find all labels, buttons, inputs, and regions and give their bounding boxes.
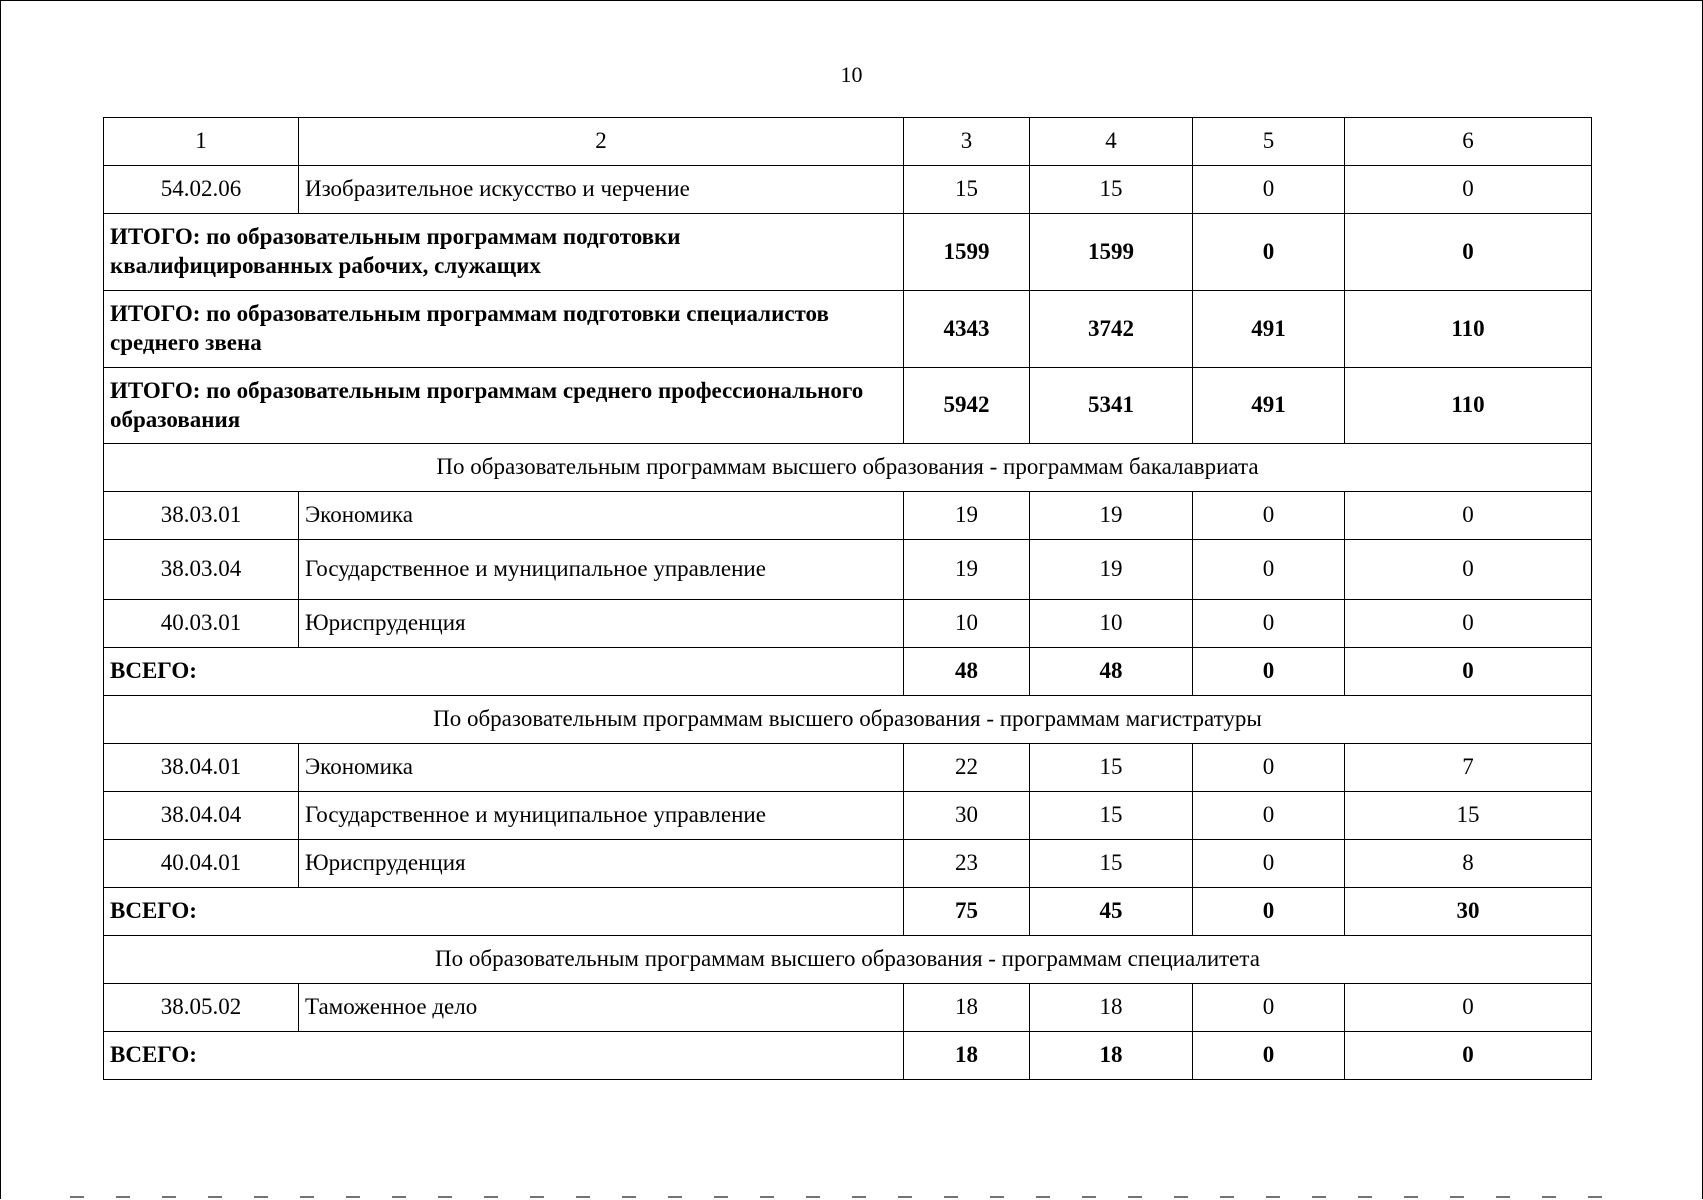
table-row xyxy=(104,840,1592,888)
value-cell: 23 xyxy=(904,840,1030,888)
subtotal-value: 0 xyxy=(1345,648,1592,696)
subtotal-value: 0 xyxy=(1345,1032,1592,1080)
value-cell: 18 xyxy=(1030,984,1193,1032)
total-label: ИТОГО: по образовательным программам подготовки специалистов среднего звена xyxy=(104,291,904,368)
value-cell: 19 xyxy=(904,492,1030,540)
total-value: 4343 xyxy=(904,291,1030,368)
total-value: 491 xyxy=(1193,368,1345,444)
total-row xyxy=(104,291,1592,368)
program-code: 54.02.06 xyxy=(104,166,299,214)
value-cell: 15 xyxy=(1030,744,1193,792)
value-cell: 19 xyxy=(904,540,1030,600)
subtotal-value: 0 xyxy=(1193,1032,1345,1080)
value-cell: 0 xyxy=(1345,166,1592,214)
subtotal-value: 30 xyxy=(1345,888,1592,936)
value-cell: 0 xyxy=(1193,792,1345,840)
program-code: 38.05.02 xyxy=(104,984,299,1032)
table-row xyxy=(104,984,1592,1032)
program-code: 38.04.01 xyxy=(104,744,299,792)
program-name: Юриспруденция xyxy=(299,840,904,888)
subtotal-row xyxy=(104,648,1592,696)
subtotal-value: 18 xyxy=(1030,1032,1193,1080)
value-cell: 7 xyxy=(1345,744,1592,792)
total-value: 0 xyxy=(1193,214,1345,291)
subtotal-value: 0 xyxy=(1193,888,1345,936)
program-name: Государственное и муниципальное управление xyxy=(299,540,904,600)
subtotal-value: 45 xyxy=(1030,888,1193,936)
subtotal-row xyxy=(104,888,1592,936)
table-row xyxy=(104,540,1592,600)
value-cell: 8 xyxy=(1345,840,1592,888)
program-code: 38.03.01 xyxy=(104,492,299,540)
page-number: 10 xyxy=(840,62,863,87)
total-value: 110 xyxy=(1345,291,1592,368)
value-cell: 19 xyxy=(1030,492,1193,540)
section-header-row xyxy=(104,696,1592,744)
value-cell: 22 xyxy=(904,744,1030,792)
column-number: 4 xyxy=(1030,118,1193,166)
value-cell: 0 xyxy=(1345,492,1592,540)
column-number: 6 xyxy=(1345,118,1592,166)
program-name: Экономика xyxy=(299,492,904,540)
subtotal-label: ВСЕГО: xyxy=(104,1032,904,1080)
value-cell: 15 xyxy=(1030,166,1193,214)
value-cell: 0 xyxy=(1193,166,1345,214)
value-cell: 15 xyxy=(904,166,1030,214)
total-label: ИТОГО: по образовательным программам среднего профессионального образования xyxy=(104,368,904,444)
column-number: 3 xyxy=(904,118,1030,166)
value-cell: 0 xyxy=(1193,540,1345,600)
value-cell: 0 xyxy=(1345,540,1592,600)
scan-artifact xyxy=(70,1196,1630,1198)
table-row xyxy=(104,744,1592,792)
table-row xyxy=(104,492,1592,540)
value-cell: 15 xyxy=(1345,792,1592,840)
value-cell: 0 xyxy=(1193,984,1345,1032)
subtotal-value: 18 xyxy=(904,1032,1030,1080)
total-value: 1599 xyxy=(904,214,1030,291)
subtotal-label: ВСЕГО: xyxy=(104,888,904,936)
subtotal-value: 0 xyxy=(1193,648,1345,696)
total-value: 491 xyxy=(1193,291,1345,368)
value-cell: 30 xyxy=(904,792,1030,840)
program-name: Таможенное дело xyxy=(299,984,904,1032)
total-value: 5341 xyxy=(1030,368,1193,444)
subtotal-value: 75 xyxy=(904,888,1030,936)
column-number: 5 xyxy=(1193,118,1345,166)
column-number: 1 xyxy=(104,118,299,166)
section-header-row xyxy=(104,936,1592,984)
section-header-row xyxy=(104,444,1592,492)
total-row xyxy=(104,214,1592,291)
total-value: 5942 xyxy=(904,368,1030,444)
program-name: Изобразительное искусство и черчение xyxy=(299,166,904,214)
value-cell: 0 xyxy=(1193,600,1345,648)
subtotal-value: 48 xyxy=(1030,648,1193,696)
value-cell: 0 xyxy=(1193,840,1345,888)
value-cell: 10 xyxy=(904,600,1030,648)
total-value: 0 xyxy=(1345,214,1592,291)
value-cell: 18 xyxy=(904,984,1030,1032)
column-number: 2 xyxy=(299,118,904,166)
total-row xyxy=(104,368,1592,444)
value-cell: 0 xyxy=(1345,600,1592,648)
program-code: 40.03.01 xyxy=(104,600,299,648)
value-cell: 15 xyxy=(1030,840,1193,888)
program-code: 38.03.04 xyxy=(104,540,299,600)
subtotal-value: 48 xyxy=(904,648,1030,696)
total-label: ИТОГО: по образовательным программам подготовки квалифицированных рабочих, служащих xyxy=(104,214,904,291)
table-row xyxy=(104,600,1592,648)
section-title: По образовательным программам высшего образования - программам бакалавриата xyxy=(104,444,1592,492)
value-cell: 10 xyxy=(1030,600,1193,648)
value-cell: 15 xyxy=(1030,792,1193,840)
section-title: По образовательным программам высшего образования - программам магистратуры xyxy=(104,696,1592,744)
total-value: 3742 xyxy=(1030,291,1193,368)
program-code: 40.04.01 xyxy=(104,840,299,888)
total-value: 110 xyxy=(1345,368,1592,444)
value-cell: 0 xyxy=(1193,492,1345,540)
program-code: 38.04.04 xyxy=(104,792,299,840)
value-cell: 0 xyxy=(1193,744,1345,792)
subtotal-row xyxy=(104,1032,1592,1080)
program-name: Экономика xyxy=(299,744,904,792)
table-row xyxy=(104,166,1592,214)
total-value: 1599 xyxy=(1030,214,1193,291)
section-title: По образовательным программам высшего образования - программам специалитета xyxy=(104,936,1592,984)
subtotal-label: ВСЕГО: xyxy=(104,648,904,696)
value-cell: 0 xyxy=(1345,984,1592,1032)
program-name: Юриспруденция xyxy=(299,600,904,648)
program-name: Государственное и муниципальное управление xyxy=(299,792,904,840)
column-number-row xyxy=(104,118,1592,166)
table-row xyxy=(104,792,1592,840)
value-cell: 19 xyxy=(1030,540,1193,600)
admission-table xyxy=(103,117,1592,1080)
